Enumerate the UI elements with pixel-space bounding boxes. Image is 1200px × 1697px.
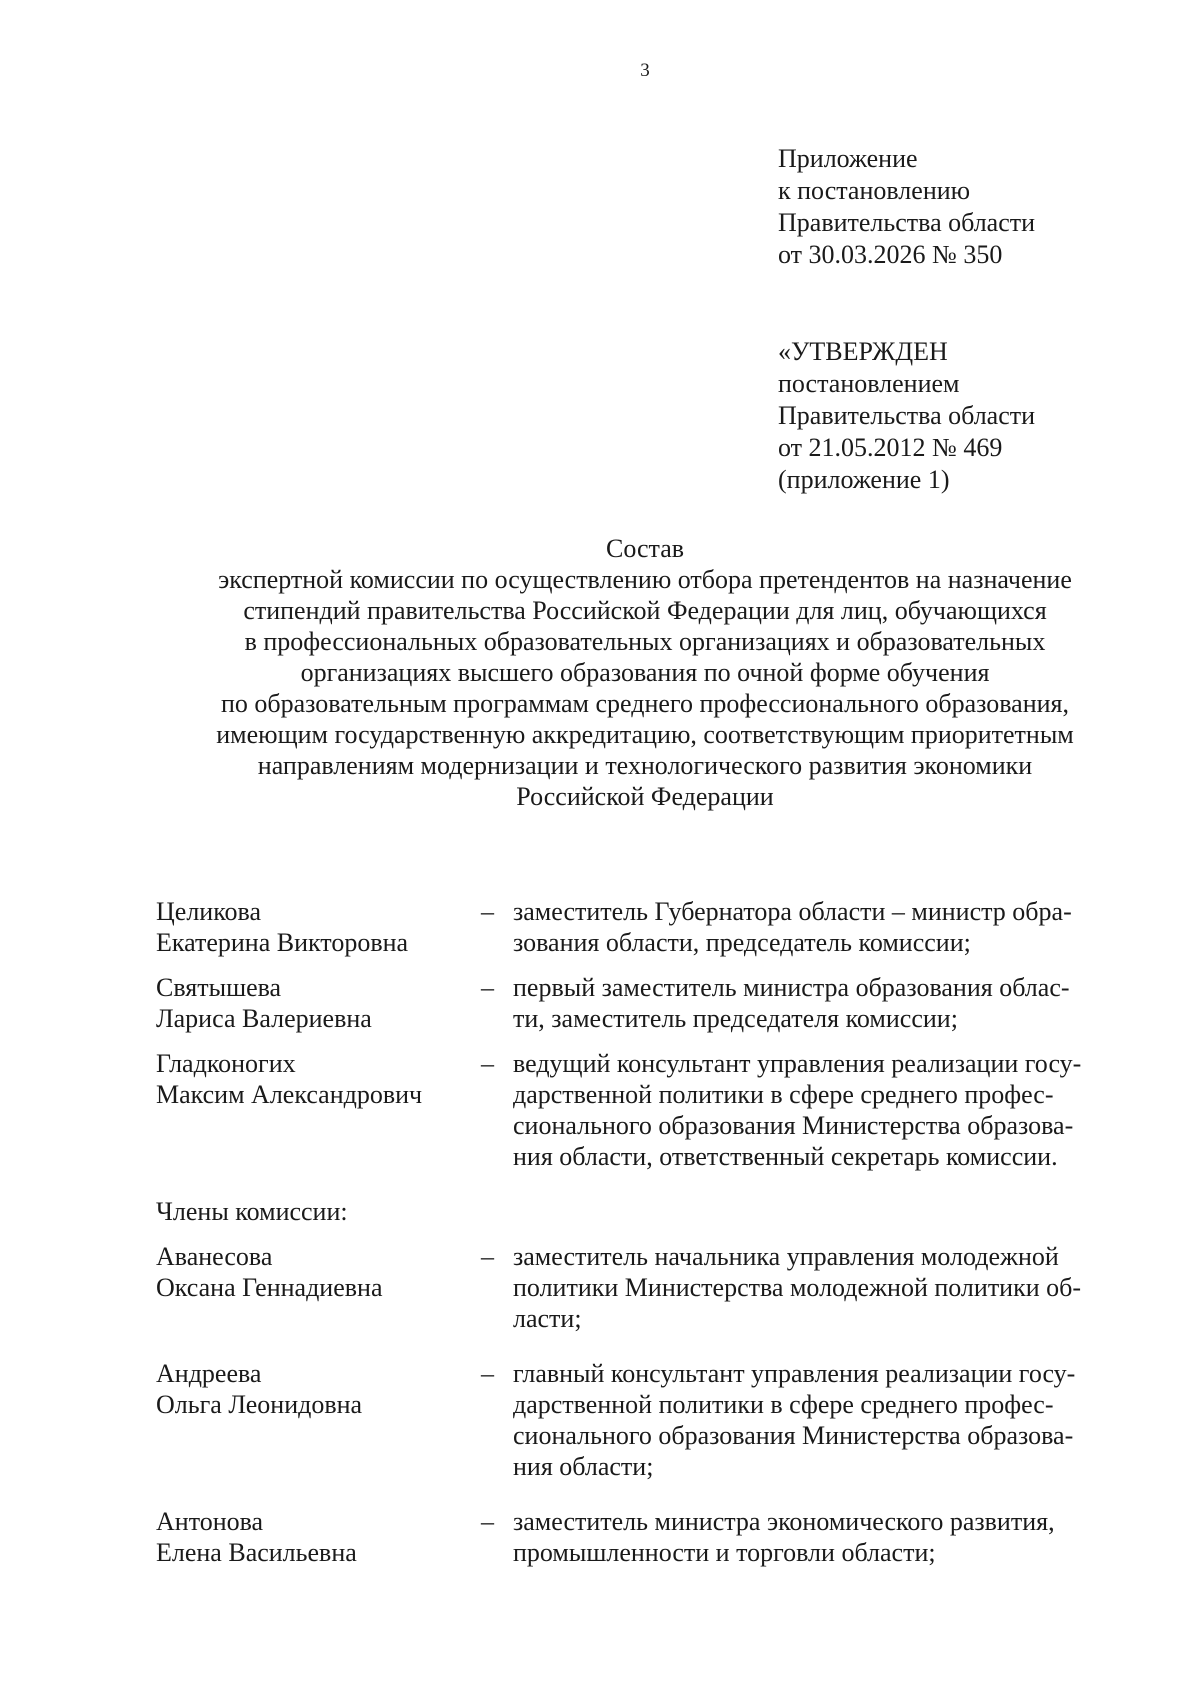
member-surname: Антонова <box>156 1507 264 1536</box>
approved-line: (приложение 1) <box>778 465 950 494</box>
role-line: главный консультант управления реализации госу- <box>513 1359 1076 1388</box>
dash-separator: – <box>481 1242 494 1271</box>
role-line: ния области, ответственный секретарь комиссии. <box>513 1142 1058 1171</box>
member-role <box>513 1048 1128 1172</box>
appendix-line: Приложение <box>778 144 918 173</box>
member-surname: Гладконогих <box>156 1049 296 1078</box>
role-line: ведущий консультант управления реализации госу- <box>513 1049 1082 1078</box>
dash-separator: – <box>481 897 494 926</box>
dash-separator: – <box>481 973 494 1002</box>
title-line: организациях высшего образования по очной форме обучения <box>300 658 990 687</box>
page-number: 3 <box>640 60 650 81</box>
member-role <box>513 1358 1128 1482</box>
approved-line: Правительства области <box>778 401 1036 430</box>
title-line: экспертной комиссии по осуществлению отбора претендентов на назначение <box>218 565 1072 594</box>
member-role <box>513 1241 1128 1334</box>
title-line: по образовательным программам среднего профессионального образования, <box>221 689 1069 718</box>
role-line: политики Министерства молодежной политики об- <box>513 1273 1082 1302</box>
title-line: направлениям модернизации и технологического развития экономики <box>257 751 1033 780</box>
member-surname: Целикова <box>156 897 261 926</box>
role-line: заместитель министра экономического развития, <box>513 1507 1055 1536</box>
role-line: дарственной политики в сфере среднего профес- <box>513 1080 1054 1109</box>
dash-separator: – <box>481 1507 494 1536</box>
list-item <box>156 1241 1136 1334</box>
appendix-line: от 30.03.2026 № 350 <box>778 240 1003 269</box>
member-name <box>156 1358 481 1420</box>
title-line: Российской Федерации <box>516 782 774 811</box>
member-given-name: Елена Васильевна <box>156 1538 357 1567</box>
dash-separator: – <box>481 1049 494 1078</box>
member-role <box>513 896 1128 958</box>
member-name <box>156 972 481 1034</box>
appendix-block <box>778 143 1035 271</box>
document-title <box>130 533 1160 812</box>
role-line: дарственной политики в сфере среднего профес- <box>513 1390 1054 1419</box>
member-surname: Аванесова <box>156 1242 273 1271</box>
role-line: зования области, председатель комиссии; <box>513 928 971 957</box>
member-surname: Святышева <box>156 973 282 1002</box>
appendix-line: к постановлению <box>778 176 971 205</box>
member-surname: Андреева <box>156 1359 262 1388</box>
title-heading: Состав <box>605 534 685 563</box>
commission-list <box>156 896 1136 1568</box>
title-line: имеющим государственную аккредитацию, соответствующим приоритетным <box>216 720 1074 749</box>
members-section-label: Члены комиссии: <box>156 1197 348 1226</box>
member-given-name: Максим Александрович <box>156 1080 423 1109</box>
title-line: стипендий правительства Российской Федерации для лиц, обучающихся <box>243 596 1047 625</box>
member-given-name: Ольга Леонидовна <box>156 1390 363 1419</box>
approved-line: «УТВЕРЖДЕН <box>778 337 948 366</box>
member-name <box>156 1048 481 1110</box>
role-line: первый заместитель министра образования облас- <box>513 973 1070 1002</box>
member-given-name: Лариса Валериевна <box>156 1004 372 1033</box>
role-line: промышленности и торговли области; <box>513 1538 936 1567</box>
role-line: ти, заместитель председателя комиссии; <box>513 1004 958 1033</box>
member-role <box>513 1506 1128 1568</box>
member-name <box>156 1241 481 1303</box>
approved-line: от 21.05.2012 № 469 <box>778 433 1003 462</box>
role-line: заместитель Губернатора области – министр обра- <box>513 897 1072 926</box>
member-role <box>513 972 1128 1034</box>
member-name <box>156 896 481 958</box>
title-line: в профессиональных образовательных организациях и образовательных <box>244 627 1046 656</box>
list-item <box>156 1358 1136 1482</box>
approved-block <box>778 336 1035 496</box>
member-given-name: Екатерина Викторовна <box>156 928 409 957</box>
role-line: заместитель начальника управления молодежной <box>513 1242 1059 1271</box>
role-line: ласти; <box>513 1304 582 1333</box>
appendix-line: Правительства области <box>778 208 1036 237</box>
list-item <box>156 1048 1136 1172</box>
list-item <box>156 972 1136 1034</box>
list-item <box>156 1506 1136 1568</box>
role-line: сионального образования Министерства образова- <box>513 1421 1074 1450</box>
member-name <box>156 1506 481 1568</box>
approved-line: постановлением <box>778 369 960 398</box>
role-line: ния области; <box>513 1452 654 1481</box>
role-line: сионального образования Министерства образова- <box>513 1111 1074 1140</box>
dash-separator: – <box>481 1359 494 1388</box>
member-given-name: Оксана Геннадиевна <box>156 1273 383 1302</box>
list-item <box>156 896 1136 958</box>
